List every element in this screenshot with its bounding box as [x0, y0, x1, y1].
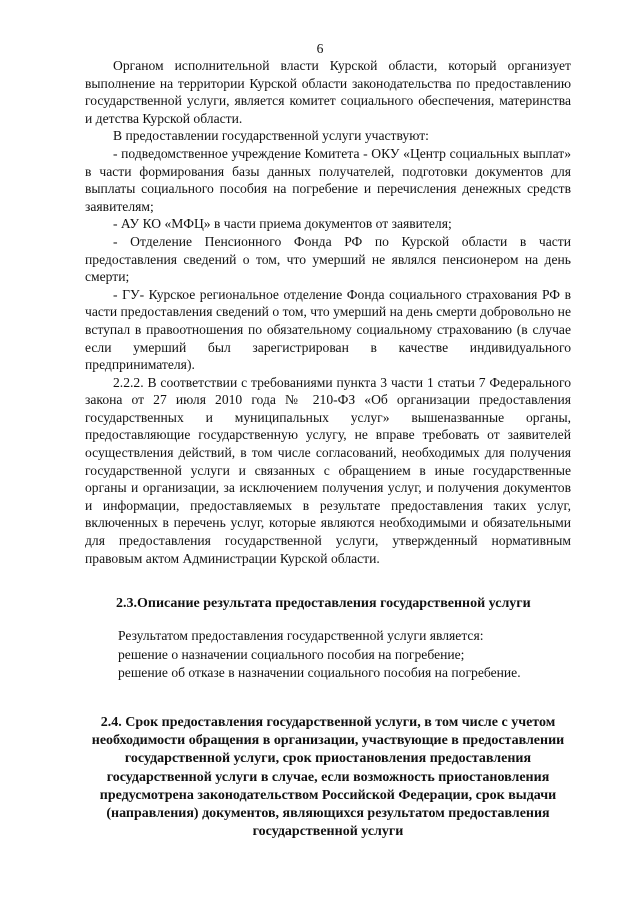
- paragraph-participant-oku: - подведомственное учреждение Комитета - ОКУ «Центр социальных выплат» в части формирования базы данных получателей, подготовки документов для выплаты социального пособия на погребение и перечисления денежных средств заявителям;: [85, 145, 571, 214]
- result-refusal: решение об отказе в назначении социального пособия на погребение.: [118, 665, 521, 680]
- paragraph-participants-intro: В предоставлении государственной услуги участвуют:: [113, 128, 429, 144]
- result-intro: Результатом предоставления государственной услуги является:: [118, 628, 484, 643]
- section-2-3-heading: 2.3.Описание результата предоставления государственной услуги: [116, 596, 531, 611]
- paragraph-2-2-2: 2.2.2. В соответствии с требованиями пункта 3 части 1 статьи 7 Федерального закона от 27 июля 2010 года № 210-ФЗ «Об организации предоставления государственных и муниципальных услуг» вышеназванные органы, предоставляющие государственную услугу, не вправе требовать от заявителей осуществления действий, в том числе согласований, необходимых для получения государственной услуги и связанных с обращением в иные государственные органы и организации, за исключением получения услуг, и получения документов и информации, предоставляемых в результате предоставления таких услуг, включенных в перечень услуг, которые являются необходимыми и обязательными для предоставления государственной услуги, утвержденный нормативным правовым актом Администрации Курской области.: [85, 374, 571, 566]
- paragraph-participant-social-insurance: - ГУ- Курское региональное отделение Фонда социального страхования РФ в части предоставления сведений о том, что умерший на день смерти добровольно не вступал в правоотношения по обязательному социальному страхованию (в случае если умерший был зарегистрирован в качестве индивидуального предпринимателя).: [85, 286, 571, 373]
- paragraph-participant-pension-fund: - Отделение Пенсионного Фонда РФ по Курской области в части предоставления сведений о том, что умерший не являлся пенсионером на день смерти;: [85, 233, 571, 285]
- page-number: 6: [316, 41, 324, 56]
- document-body: [85, 57, 571, 567]
- result-approval: решение о назначении социального пособия на погребение;: [118, 646, 465, 662]
- section-2-4-heading: 2.4. Срок предоставления государственной услуги, в том числе с учетом необходимости обращения в организации, участвующие в предоставлении государственной услуги, срок приостановления предоставления государственной услуги в случае, если возможность приостановления предусмотрена законодательством Российской Федерации, срок выдачи (направления) документов, являющихся результатом предоставления государственной услуги: [91, 715, 565, 840]
- paragraph-executive-body: Органом исполнительной власти Курской области, который организует выполнение на территории Курской области законодательства по предоставлению государственной услуги, является комитет социального обеспечения, материнства и детства Курской области.: [85, 58, 571, 126]
- section-2-3-results: [118, 627, 588, 683]
- paragraph-participant-mfc: - АУ КО «МФЦ» в части приема документов от заявителя;: [113, 216, 452, 232]
